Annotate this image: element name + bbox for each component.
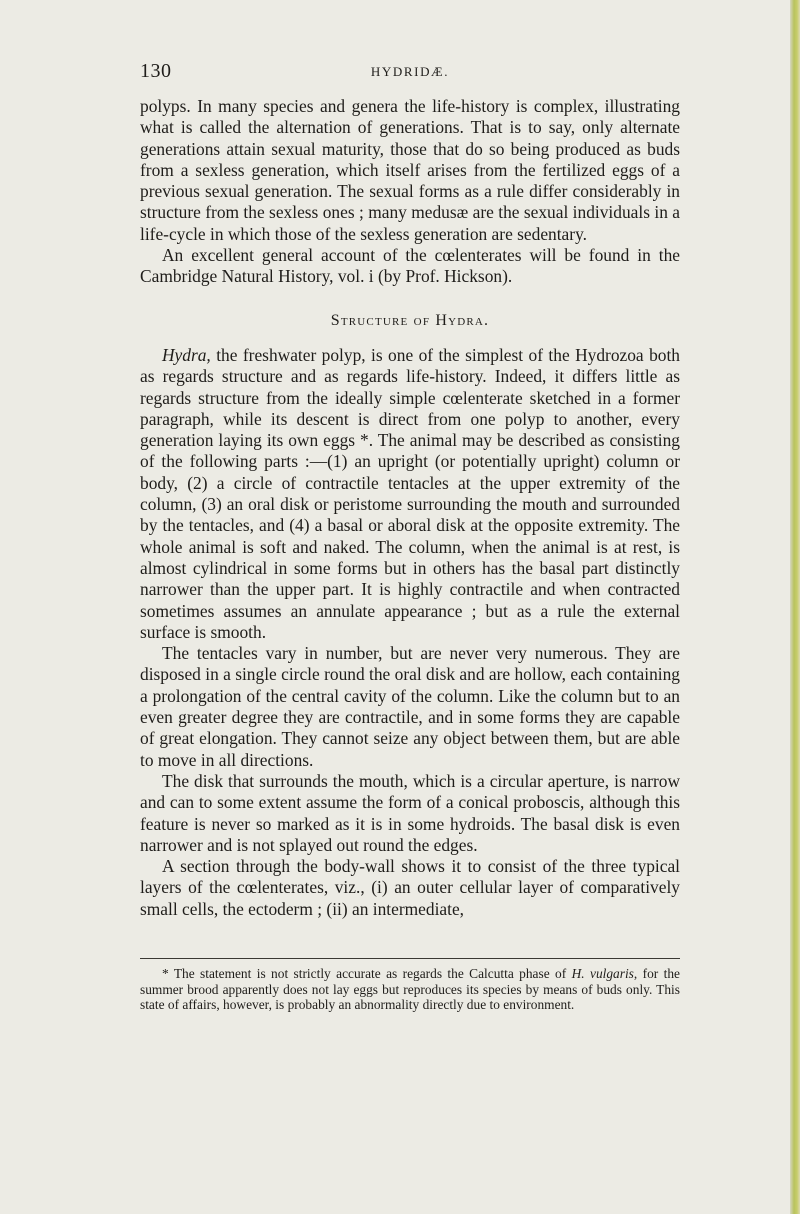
running-head: HYDRIDÆ. (370, 64, 450, 79)
paragraph-polyps: polyps. In many species and genera the life-history is complex, illustrating what is called the alternation of generations. That is to say, only alternate generations attain sexual maturity, those that do so being produced as buds from a sexless generation, which itself arises from the fertilized eggs of a previous sexual generation. The sexual forms as a rule differ considerably in structure from the sexless ones ; many medusæ are the sexual individuals in a life-cycle in which those of the sexless generation are sedentary. (140, 96, 680, 244)
hydra-term: Hydra, (162, 344, 211, 365)
page-number: 130 (140, 60, 172, 82)
footnote-rest: , for the summer brood apparently does not lay eggs but reproduces its species by means of buds only. This state of affairs, however, is probably an abnormality directly due to environment. (140, 966, 680, 1013)
paragraph-hydra (140, 345, 680, 643)
footnote (140, 966, 680, 1013)
body-text (140, 96, 680, 920)
footnote-rule (140, 958, 680, 959)
paragraph-section: A section through the body-wall shows it to consist of the three typical layers of the cœlenterates, viz., (i) an outer cellular layer of comparatively small cells, the ectoderm ; (ii) an intermediate, (140, 856, 680, 919)
paragraph-hydra-text: the freshwater polyp, is one of the simplest of the Hydrozoa both as regards structure and as regards life-history. Indeed, it differs little as regards structure from the ideally simple cœlenterate sketched in a former paragraph, while its descent is direct from one polyp to another, every generation laying its own eggs *. The animal may be described as consisting of the following parts :—(1) an upright (or potentially upright) column or body, (2) a circle of contractile tentacles at the upper extremity of the column, (3) an oral disk or peristome surrounding the mouth and surrounded by the tentacles, and (4) a basal or aboral disk at the opposite extremity. The whole animal is soft and naked. The column, when the animal is at rest, is almost cylindrical in some forms but in others has the basal part distinctly narrower than the upper part. It is highly contractile and when contracted sometimes assumes an annulate appearance ; but as a rule the external surface is smooth. (140, 344, 680, 642)
page-edge (790, 0, 800, 1214)
footnote-species: H. vulgaris (571, 966, 634, 981)
footnote-lead: * The statement is not strictly accurate as regards the Calcutta phase of (162, 966, 572, 981)
page-header (140, 60, 680, 82)
paragraph-reference: An excellent general account of the cœlenterates will be found in the Cambridge Natural History, vol. i (by Prof. Hickson). (140, 245, 680, 287)
section-heading: Structure of Hydra. (330, 311, 490, 329)
paragraph-disk: The disk that surrounds the mouth, which is a circular aperture, is narrow and can to some extent assume the form of a conical proboscis, although this feature is never so marked as it is in some hydroids. The basal disk is even narrower and is not splayed out round the edges. (140, 770, 680, 855)
paragraph-tentacles: The tentacles vary in number, but are never very numerous. They are disposed in a single circle round the oral disk and are hollow, each containing a prolongation of the central cavity of the column. Like the column but to an even greater degree they are contractile, and in some forms they are capable of great elongation. They cannot seize any object between them, but are able to move in all directions. (140, 643, 680, 770)
